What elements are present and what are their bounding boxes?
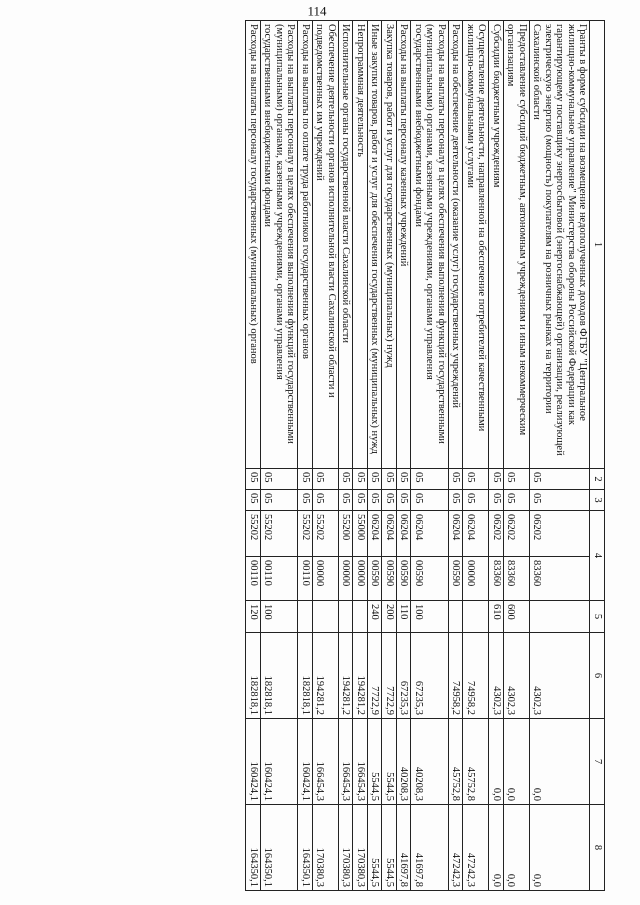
row-name: Расходы на выплаты персоналу государственных (муниципальных) органов	[246, 21, 261, 469]
row-section: 05	[489, 469, 504, 490]
row-value-col6: 67235,3	[397, 633, 412, 719]
row-value-col7: 40208,3	[411, 719, 449, 805]
row-section: 05	[368, 469, 383, 490]
page-number: 114	[307, 4, 328, 19]
row-section: 05	[313, 469, 339, 490]
row-value-col8: 0,0	[489, 805, 504, 891]
row-target-code-b: 83360	[530, 557, 591, 601]
table-row	[261, 21, 299, 891]
row-target-code-b: 00590	[411, 557, 449, 601]
table-row	[449, 21, 464, 891]
row-target-code-a: 55200	[339, 511, 354, 557]
header-col-6: 6	[590, 633, 605, 719]
row-expense-type	[463, 601, 489, 633]
row-value-col6: 74958,2	[463, 633, 489, 719]
header-col-1: 1	[590, 21, 605, 469]
row-name: Субсидии бюджетным учреждениям	[489, 21, 504, 469]
row-subsection: 05	[313, 490, 339, 511]
row-target-code-b: 00590	[397, 557, 412, 601]
row-target-code-a: 55202	[246, 511, 261, 557]
rotated-table-sheet	[30, 4, 605, 890]
row-value-col7: 0,0	[530, 719, 591, 805]
table-row	[246, 21, 261, 891]
table-row	[339, 21, 354, 891]
row-target-code-a: 06204	[411, 511, 449, 557]
row-subsection: 05	[246, 490, 261, 511]
row-value-col7: 166454,3	[313, 719, 339, 805]
row-target-code-a: 55202	[261, 511, 299, 557]
table-row	[411, 21, 449, 891]
row-section: 05	[530, 469, 591, 490]
row-expense-type: 120	[246, 601, 261, 633]
row-subsection: 05	[463, 490, 489, 511]
row-target-code-a: 06204	[463, 511, 489, 557]
row-value-col8: 41697,8	[397, 805, 412, 891]
row-value-col6: 4302,3	[504, 633, 530, 719]
row-value-col6: 182818,1	[298, 633, 313, 719]
row-value-col8: 5544,5	[382, 805, 397, 891]
row-target-code-b: 83360	[504, 557, 530, 601]
row-name: Расходы на выплаты персоналу казенных учреждений	[397, 21, 412, 469]
row-section: 05	[353, 469, 368, 490]
row-target-code-b: 00000	[353, 557, 368, 601]
row-value-col7: 160424,1	[298, 719, 313, 805]
row-name: Исполнительные органы государственной власти Сахалинской области	[339, 21, 354, 469]
row-value-col7: 166454,3	[339, 719, 354, 805]
table-row	[368, 21, 383, 891]
row-target-code-a: 55202	[298, 511, 313, 557]
row-value-col7: 40208,3	[397, 719, 412, 805]
row-expense-type	[530, 601, 591, 633]
row-expense-type: 610	[489, 601, 504, 633]
row-value-col8: 170380,3	[353, 805, 368, 891]
table-row	[353, 21, 368, 891]
row-target-code-b: 00110	[261, 557, 299, 601]
row-value-col8: 5544,5	[368, 805, 383, 891]
row-value-col7: 166454,3	[353, 719, 368, 805]
table-row	[504, 21, 530, 891]
row-target-code-b: 00590	[449, 557, 464, 601]
row-name: Осуществление деятельности, направленной на обеспечение потребителей качественными жилищно-коммунальными услугами	[463, 21, 489, 469]
header-col-5: 5	[590, 601, 605, 633]
row-subsection: 05	[261, 490, 299, 511]
row-name: Расходы на выплаты по оплате труда работников государственных органов	[298, 21, 313, 469]
row-value-col8: 41697,8	[411, 805, 449, 891]
row-expense-type: 100	[261, 601, 299, 633]
row-name: Непрограммная деятельность	[353, 21, 368, 469]
row-target-code-b: 00000	[339, 557, 354, 601]
row-expense-type	[313, 601, 339, 633]
row-value-col8: 170380,3	[339, 805, 354, 891]
table-row	[463, 21, 489, 891]
row-target-code-a: 06202	[489, 511, 504, 557]
row-target-code-b: 00590	[382, 557, 397, 601]
header-col-7: 7	[590, 719, 605, 805]
row-subsection: 05	[411, 490, 449, 511]
row-value-col6: 194281,2	[353, 633, 368, 719]
budget-table	[246, 20, 606, 891]
table-row	[382, 21, 397, 891]
row-expense-type	[339, 601, 354, 633]
row-section: 05	[463, 469, 489, 490]
row-subsection: 05	[397, 490, 412, 511]
row-value-col8: 47242,3	[449, 805, 464, 891]
row-target-code-a: 55202	[313, 511, 339, 557]
row-section: 05	[261, 469, 299, 490]
row-value-col6: 194281,2	[313, 633, 339, 719]
row-target-code-b: 00110	[298, 557, 313, 601]
row-value-col7: 5544,5	[382, 719, 397, 805]
row-value-col8: 164350,1	[298, 805, 313, 891]
row-name: Иные закупки товаров, работ и услуг для обеспечения государственных (муниципальных) нужд	[368, 21, 383, 469]
row-section: 05	[298, 469, 313, 490]
row-value-col6: 4302,3	[489, 633, 504, 719]
row-expense-type: 200	[382, 601, 397, 633]
row-value-col7: 0,0	[504, 719, 530, 805]
row-section: 05	[339, 469, 354, 490]
row-section: 05	[397, 469, 412, 490]
row-section: 05	[449, 469, 464, 490]
row-subsection: 05	[504, 490, 530, 511]
row-value-col7: 160424,1	[261, 719, 299, 805]
row-target-code-a: 06202	[504, 511, 530, 557]
row-expense-type: 110	[397, 601, 412, 633]
row-expense-type	[449, 601, 464, 633]
row-target-code-a: 06202	[530, 511, 591, 557]
row-subsection: 05	[489, 490, 504, 511]
table-row	[530, 21, 591, 891]
row-target-code-a: 06204	[382, 511, 397, 557]
row-value-col6: 74958,2	[449, 633, 464, 719]
table-header-row	[590, 21, 605, 891]
row-expense-type	[353, 601, 368, 633]
row-name: Обеспечение деятельности органов исполнительной власти Сахалинской области и подведомственных им учреждений	[313, 21, 339, 469]
row-value-col8: 170380,3	[313, 805, 339, 891]
header-col-2: 2	[590, 469, 605, 490]
row-value-col7: 5544,5	[368, 719, 383, 805]
row-name: Расходы на выплаты персоналу в целях обеспечения выполнения функций государственными (муниципальными) органами, казенными учреждениями, органами управления государственными внебюджетными фондами	[261, 21, 299, 469]
row-value-col6: 194281,2	[339, 633, 354, 719]
table-body	[246, 21, 590, 891]
row-value-col7: 160424,1	[246, 719, 261, 805]
row-subsection: 05	[353, 490, 368, 511]
row-value-col8: 0,0	[530, 805, 591, 891]
row-value-col8: 164350,1	[246, 805, 261, 891]
row-subsection: 05	[382, 490, 397, 511]
row-value-col6: 182818,1	[246, 633, 261, 719]
row-value-col7: 0,0	[489, 719, 504, 805]
row-section: 05	[382, 469, 397, 490]
row-value-col8: 47242,3	[463, 805, 489, 891]
row-target-code-b: 00110	[246, 557, 261, 601]
row-expense-type: 600	[504, 601, 530, 633]
row-target-code-b: 00000	[313, 557, 339, 601]
table-row	[298, 21, 313, 891]
row-subsection: 05	[339, 490, 354, 511]
row-expense-type: 240	[368, 601, 383, 633]
row-target-code-a: 55000	[353, 511, 368, 557]
row-target-code-a: 06204	[368, 511, 383, 557]
row-target-code-a: 06204	[449, 511, 464, 557]
row-value-col6: 182818,1	[261, 633, 299, 719]
row-subsection: 05	[449, 490, 464, 511]
row-subsection: 05	[530, 490, 591, 511]
row-section: 05	[504, 469, 530, 490]
table-row	[489, 21, 504, 891]
row-name: Предоставление субсидий бюджетным, автономным учреждениям и иным некоммерческим организациям	[504, 21, 530, 469]
row-subsection: 05	[298, 490, 313, 511]
row-expense-type	[298, 601, 313, 633]
row-name: Расходы на выплаты персоналу в целях обеспечения выполнения функций государственными (муниципальными) органами, казенными учреждениями, органами управления государственными внебюджетными фондами	[411, 21, 449, 469]
row-value-col7: 45752,8	[463, 719, 489, 805]
row-value-col6: 7722,9	[382, 633, 397, 719]
table-row	[397, 21, 412, 891]
row-target-code-b: 83360	[489, 557, 504, 601]
row-expense-type: 100	[411, 601, 449, 633]
table-row	[313, 21, 339, 891]
row-value-col6: 4302,3	[530, 633, 591, 719]
row-name: Гранты в форме субсидии на возмещение недополученных доходов ФГБУ "Центральное жилищно-коммунальное управление" Министерства обороны Российской Федерации как гарантирующему поставщику энергосбытовой (энергоснабжающей) организации, реализующей электрическую энергию (мощность) покупателям на розничных рынках на территории Сахалинской области	[530, 21, 591, 469]
row-target-code-b: 00000	[463, 557, 489, 601]
row-value-col7: 45752,8	[449, 719, 464, 805]
header-col-8: 8	[590, 805, 605, 891]
header-col-4: 4	[590, 511, 605, 601]
row-subsection: 05	[368, 490, 383, 511]
row-target-code-b: 00590	[368, 557, 383, 601]
row-target-code-a: 06204	[397, 511, 412, 557]
row-value-col6: 7722,9	[368, 633, 383, 719]
row-section: 05	[411, 469, 449, 490]
row-name: Расходы на обеспечение деятельности (оказание услуг) государственных учреждений	[449, 21, 464, 469]
row-section: 05	[246, 469, 261, 490]
header-col-3: 3	[590, 490, 605, 511]
row-name: Закупка товаров, работ и услуг для государственных (муниципальных) нужд	[382, 21, 397, 469]
row-value-col8: 164350,1	[261, 805, 299, 891]
row-value-col8: 0,0	[504, 805, 530, 891]
row-value-col6: 67235,3	[411, 633, 449, 719]
